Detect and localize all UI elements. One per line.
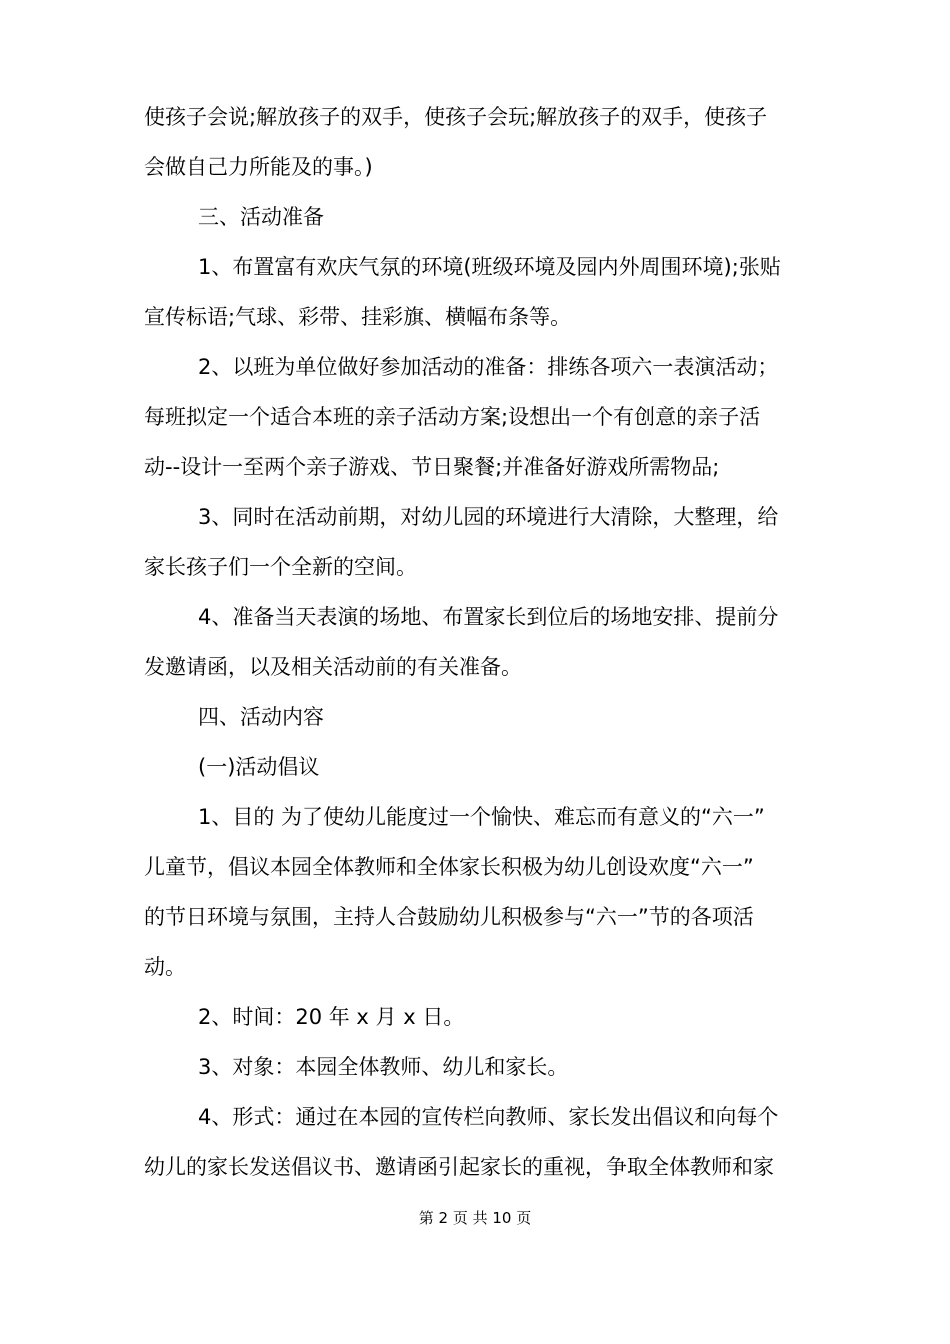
paragraph-line: 每班拟定一个适合本班的亲子活动方案;设想出一个有创意的亲子活 [144, 405, 761, 429]
paragraph-line: 宣传标语;气球、彩带、挂彩旗、横幅布条等。 [144, 305, 572, 329]
paragraph-line: 1、布置富有欢庆气氛的环境(班级环境及园内外周围环境);张贴 [198, 255, 781, 279]
paragraph-line: 家长孩子们一个全新的空间。 [144, 555, 417, 579]
paragraph-line: 3、对象：本园全体教师、幼儿和家长。 [198, 1055, 569, 1079]
paragraph-line: 3、同时在活动前期，对幼儿园的环境进行大清除，大整理，给 [198, 505, 779, 529]
paragraph-line: 4、形式：通过在本园的宣传栏向教师、家长发出倡议和向每个 [198, 1105, 779, 1129]
page-number-footer: 第 2 页 共 10 页 [418, 1209, 532, 1227]
subsection-heading: (一)活动倡议 [198, 755, 320, 779]
paragraph-line: 2、以班为单位做好参加活动的准备：排练各项六一表演活动； [198, 355, 779, 379]
paragraph-line: 会做自己力所能及的事。) [144, 155, 373, 179]
section-heading: 三、活动准备 [198, 205, 324, 229]
document-body [144, 92, 816, 1192]
paragraph-line: 4、准备当天表演的场地、布置家长到位后的场地安排、提前分 [198, 605, 779, 629]
paragraph-line: 使孩子会说;解放孩子的双手，使孩子会玩;解放孩子的双手，使孩子 [144, 105, 768, 129]
paragraph-line: 动。 [144, 955, 186, 979]
paragraph-line: 发邀请函，以及相关活动前的有关准备。 [144, 655, 522, 679]
paragraph-line: 儿童节，倡议本园全体教师和全体家长积极为幼儿创设欢度“六一” [144, 855, 754, 879]
paragraph-line: 动--设计一至两个亲子游戏、节日聚餐;并准备好游戏所需物品; [144, 455, 720, 479]
paragraph-line: 2、时间：20 年 x 月 x 日。 [198, 1005, 465, 1029]
paragraph-line: 的节日环境与氛围，主持人合鼓励幼儿积极参与“六一”节的各项活 [144, 905, 754, 929]
section-heading: 四、活动内容 [198, 705, 324, 729]
paragraph-line: 幼儿的家长发送倡议书、邀请函引起家长的重视，争取全体教师和家 [144, 1155, 774, 1179]
paragraph-line: 1、目的 为了使幼儿能度过一个愉快、难忘而有意义的“六一” [198, 805, 765, 829]
